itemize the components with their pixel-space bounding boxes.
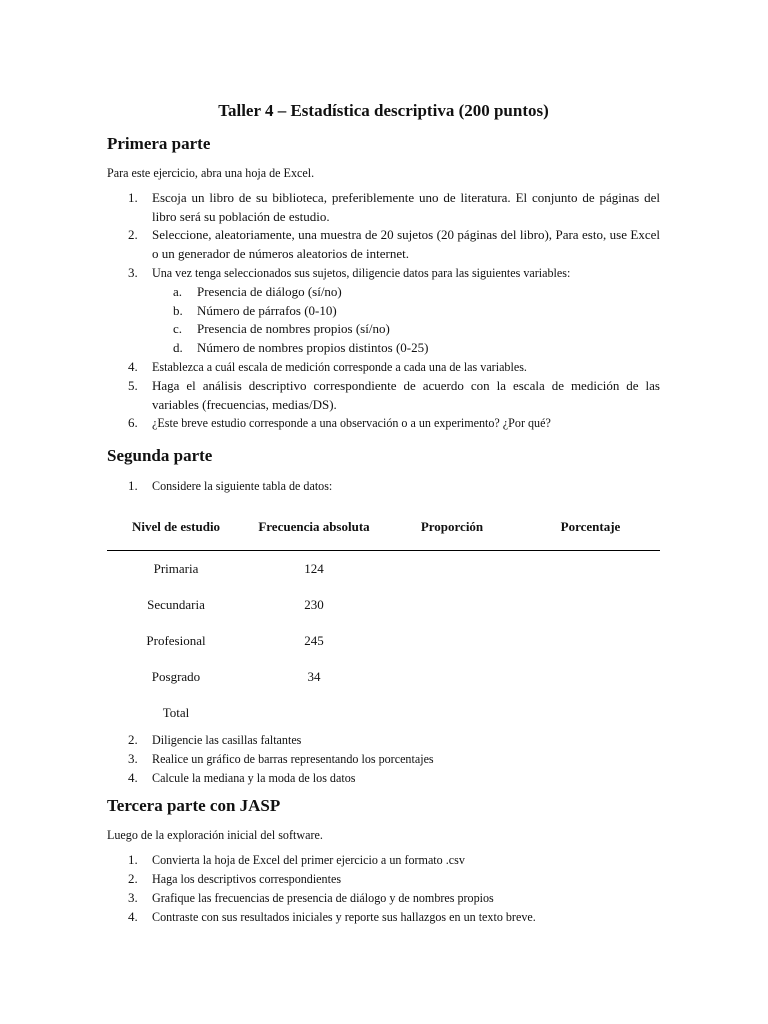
table-header-cell: Porcentaje [521,504,660,551]
list-item: 6. ¿Este breve estudio corresponde a una observación o a un experimento? ¿Por qué? [128,415,551,431]
table-header-cell: Nivel de estudio [107,504,245,551]
table-cell [521,550,660,587]
table-row [107,659,660,695]
list-item: 2. Diligencie las casillas faltantes [128,731,302,747]
section-heading-segunda-parte: Segunda parte [107,446,213,466]
table-cell: 230 [304,596,324,612]
table-row-total [107,695,660,731]
section-heading-primera-parte: Primera parte [107,134,211,153]
sub-list-item: d. Número de nombres propios distintos (0-25) [173,340,429,356]
table-cell: Profesional [146,632,206,648]
table-cell: 245 [304,632,324,648]
list-item: 4. Contraste con sus resultados iniciales y reporte sus hallazgos en un texto breve. [128,908,536,924]
table-cell [521,623,660,659]
list-item: 1. Considere la siguiente tabla de datos: [128,478,333,494]
table-cell [521,659,660,695]
table-cell [383,587,521,623]
part2-list-start [107,477,660,496]
table-row [107,623,660,659]
sub-list-item: b. Número de párrafos (0-10) [173,302,337,318]
part3-list [107,851,660,926]
part1-sublist [107,283,660,358]
list-item: 3. Grafique las frecuencias de presencia de diálogo y de nombres propios [128,889,494,905]
data-table [107,504,660,731]
part1-intro: Para este ejercicio, abra una hoja de Excel. [107,165,315,180]
list-item: 3. Realice un gráfico de barras representando los porcentajes [128,750,434,766]
document-title: Taller 4 – Estadística descriptiva (200 puntos) [218,101,549,120]
sub-list-item: a. Presencia de diálogo (sí/no) [173,283,342,299]
part1-list [107,189,660,433]
list-item: 1. Escoja un libro de su biblioteca, preferiblemente uno de literatura. El conjunto de páginas del libro será su población de estudio. [128,189,660,224]
table-header-cell: Frecuencia absoluta [245,504,383,551]
table-cell: Primaria [153,560,199,576]
list-item: 2. Haga los descriptivos correspondientes [128,870,342,886]
sub-list-item: c. Presencia de nombres propios (sí/no) [173,321,390,337]
list-item: 1. Convierta la hoja de Excel del primer ejercicio a un formato .csv [128,852,465,868]
table-row [107,587,660,623]
table-cell: 34 [307,668,321,684]
list-item: 4. Calcule la mediana y la moda de los datos [128,769,356,785]
list-item: 5. Haga el análisis descriptivo correspondiente de acuerdo con la escala de medición de las variables (frecuencias, medias/DS). [128,377,660,412]
part2-list-end [107,731,660,787]
section-heading-tercera-parte: Tercera parte con JASP [107,796,281,816]
table-cell [383,659,521,695]
document-page [107,97,660,926]
table-cell: Total [162,704,190,720]
table-cell: Posgrado [151,668,201,684]
table-header-cell: Proporción [383,504,521,551]
table-row [107,550,660,587]
table-cell: 124 [304,560,324,576]
table-cell [521,695,660,731]
table-cell: Secundaria [147,596,205,612]
table-header-row [107,504,660,551]
table-cell [245,695,383,731]
part3-intro: Luego de la exploración inicial del software. [107,827,323,843]
list-item: 2. Seleccione, aleatoriamente, una muestra de 20 sujetos (20 páginas del libro), Para esto, use Excel o un generador de números aleatorios de internet. [128,227,660,262]
table-cell [383,550,521,587]
table-cell [521,587,660,623]
table-cell [383,623,521,659]
list-item: 4. Establezca a cuál escala de medición corresponde a cada una de las variables. [128,358,527,374]
table-cell [383,695,521,731]
list-item: 3. Una vez tenga seleccionados sus sujetos, diligencie datos para las siguientes variables: a. Presencia de diálogo (sí/no) b. Número de párrafos (0-10) c. Presencia de nombres propios (sí/no) d. Número de nombres propios distintos (0-25) [107,264,660,358]
